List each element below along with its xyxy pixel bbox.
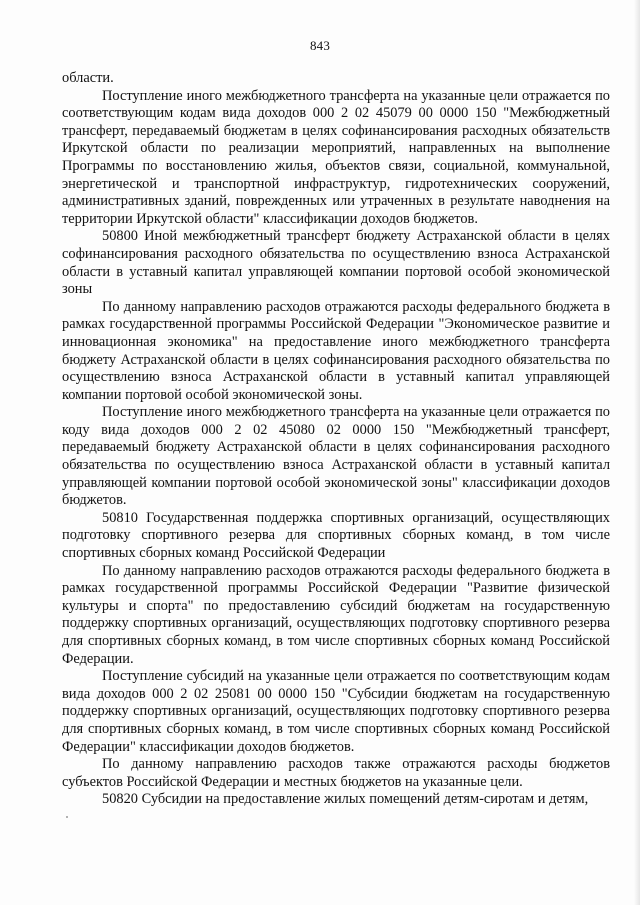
paragraph-10: 50820 Субсидии на предоставление жилых помещений детям-сиротам и детям, (102, 791, 589, 808)
paragraph-8: Поступление субсидий на указанные цели отражается по соответствующим кодам вида доходов 000 2 02 25081 00 0000 150 "Субсидии бюджетам на государственную поддержку спортивных организаций, осуществляющих подготовку спортивного резерва для спортивных сборных команд, в том числе спортивных сборных команд Российской Федерации" классификации доходов бюджетов. (62, 668, 610, 755)
scan-edge-shadow (634, 0, 640, 905)
paragraph-1: области. (62, 70, 114, 86)
scan-speck (66, 816, 68, 818)
document-body (62, 70, 610, 809)
paragraph-2: Поступление иного межбюджетного трансферта на указанные цели отражается по соответствующим кодам вида доходов 000 2 02 45079 00 0000 150 "Межбюджетный трансферт, передаваемый бюджетам в целях софинансирования расходных обязательств Иркутской области по реализации мероприятий, направленных на выполнение Программы по восстановлению жилья, объектов связи, социальной, коммунальной, энергетической и транспортной инфраструктур, гидротехнических сооружений, административных зданий, поврежденных или утраченных в результате наводнения на территории Иркутской области" классификации доходов бюджетов. (62, 87, 610, 227)
paragraph-5: Поступление иного межбюджетного трансферта на указанные цели отражается по коду вида доходов 000 2 02 45080 02 0000 150 "Межбюджетный трансферт, передаваемый бюджету Астраханской области в целях софинансирования расходного обязательства по осуществлению взноса Астраханской области в уставный капитал управляющей компании портовой особой экономической зоны" классификации доходов бюджетов. (62, 404, 610, 509)
paragraph-7: По данному направлению расходов отражаются расходы федерального бюджета в рамках государственной программы Российской Федерации "Развитие физической культуры и спорта" по предоставлению субсидий бюджетам на государственную поддержку спортивных организаций, осуществляющих подготовку спортивного резерва для спортивных сборных команд, в том числе спортивных сборных команд Российской Федерации. (62, 562, 610, 667)
paragraph-3: 50800 Иной межбюджетный трансферт бюджету Астраханской области в целях софинансирования расходного обязательства по осуществлению взноса Астраханской области в уставный капитал управляющей компании портовой особой экономической зоны (62, 228, 610, 298)
paragraph-9: По данному направлению расходов также отражаются расходы бюджетов субъектов Российской Федерации и местных бюджетов на указанные цели. (62, 756, 610, 790)
paragraph-4: По данному направлению расходов отражаются расходы федерального бюджета в рамках государственной программы Российской Федерации "Экономическое развитие и инновационная экономика" на предоставление иного межбюджетного трансферта бюджету Астраханской области в целях софинансирования расходного обязательства по осуществлению взноса Астраханской области в уставный капитал управляющей компании портовой особой экономической зоны. (62, 298, 610, 403)
paragraph-6: 50810 Государственная поддержка спортивных организаций, осуществляющих подготовку спортивного резерва для спортивных сборных команд, в том числе спортивных сборных команд Российской Федерации (62, 509, 610, 562)
page-number: 843 (309, 38, 331, 53)
